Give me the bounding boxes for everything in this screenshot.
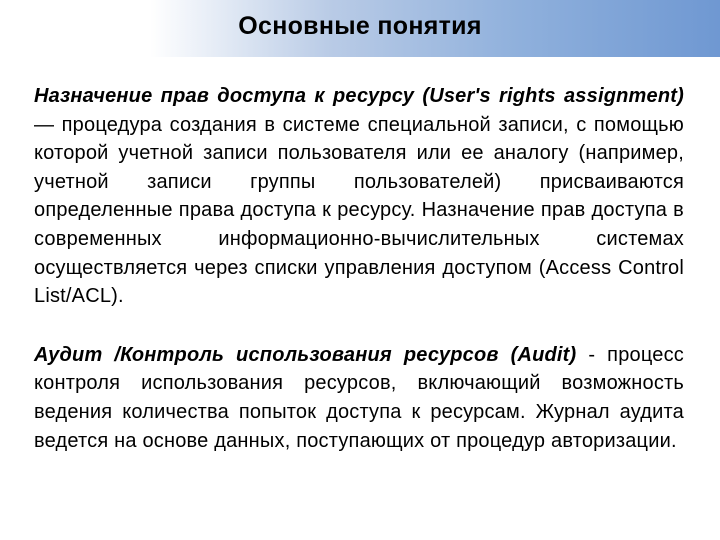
slide-content	[34, 82, 684, 455]
term-audit: Аудит /Контроль использования ресурсов (Audit)	[34, 343, 577, 366]
definition-rights-assignment: — процедура создания в системе специальной записи, с помощью которой учетной записи пользователя или ее аналогу (например, учетной записи группы пользователей) присваиваются определенные права доступа к ресурсу. Назначение прав доступа в современных информационно-вычислительных системах осуществляется через списки управления доступом (Access Control List/ACL).	[34, 113, 684, 308]
paragraph-rights-assignment	[34, 82, 684, 311]
definition-audit: - процесс контроля использования ресурсов, включающий возможность ведения количества попыток доступа к ресурсам. Журнал аудита ведется на основе данных, поступающих от процедур авторизации.	[34, 343, 684, 452]
title-bar	[0, 0, 720, 57]
term-rights-assignment: Назначение прав доступа к ресурсу (User's rights assignment)	[34, 85, 684, 107]
slide-title: Основные понятия	[238, 12, 482, 40]
paragraph-audit	[34, 341, 684, 455]
